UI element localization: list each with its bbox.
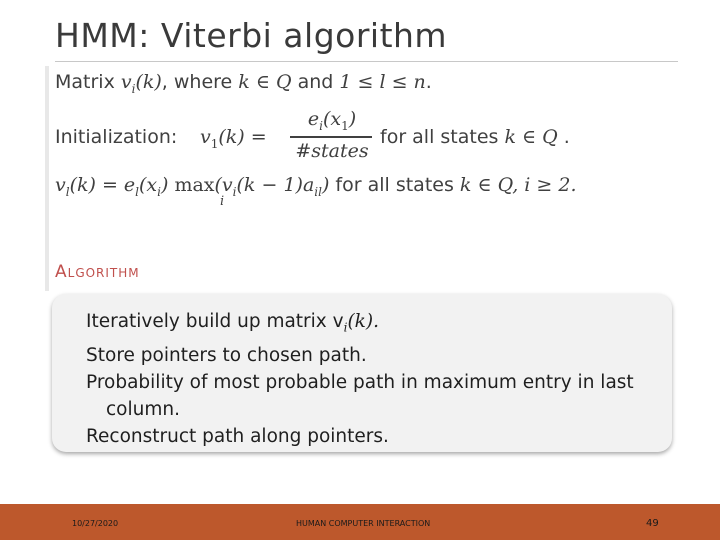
recurrence-line: $v_l(k) = e_l(x_i) \max(v_i(k - 1)a_{il})$ for all states k ∈ Q, i ≥ 2. <box>55 174 577 199</box>
footer-date: 10/27/2020 <box>72 519 119 528</box>
footer-course-title: HUMAN COMPUTER INTERACTION <box>296 519 431 528</box>
page-number: 49 <box>646 518 659 529</box>
matrix-definition-line: Matrix $v_i(k)$, where k ∈ Q and 1 ≤ l ≤ n. <box>55 71 432 96</box>
content-side-bar <box>45 66 49 291</box>
max-subscript: i <box>220 194 225 209</box>
list-item: Iteratively build up matrix $v_i(k)$. <box>86 311 379 335</box>
initialization-label: Initialization: <box>55 126 178 148</box>
title-divider <box>55 61 678 62</box>
fraction-bar <box>290 136 372 138</box>
algorithm-steps <box>52 294 672 450</box>
list-item: Probability of most probable path in maximum entry in last column. <box>86 371 634 420</box>
list-item: Reconstruct path along pointers. <box>86 425 389 447</box>
initialization-condition: for all states k ∈ Q . <box>380 126 570 148</box>
algorithm-box <box>52 294 672 452</box>
list-item: Store pointers to chosen path. <box>86 344 367 366</box>
algorithm-heading: Algorithm <box>55 262 140 282</box>
slide-title: HMM: Viterbi algorithm <box>55 16 448 55</box>
